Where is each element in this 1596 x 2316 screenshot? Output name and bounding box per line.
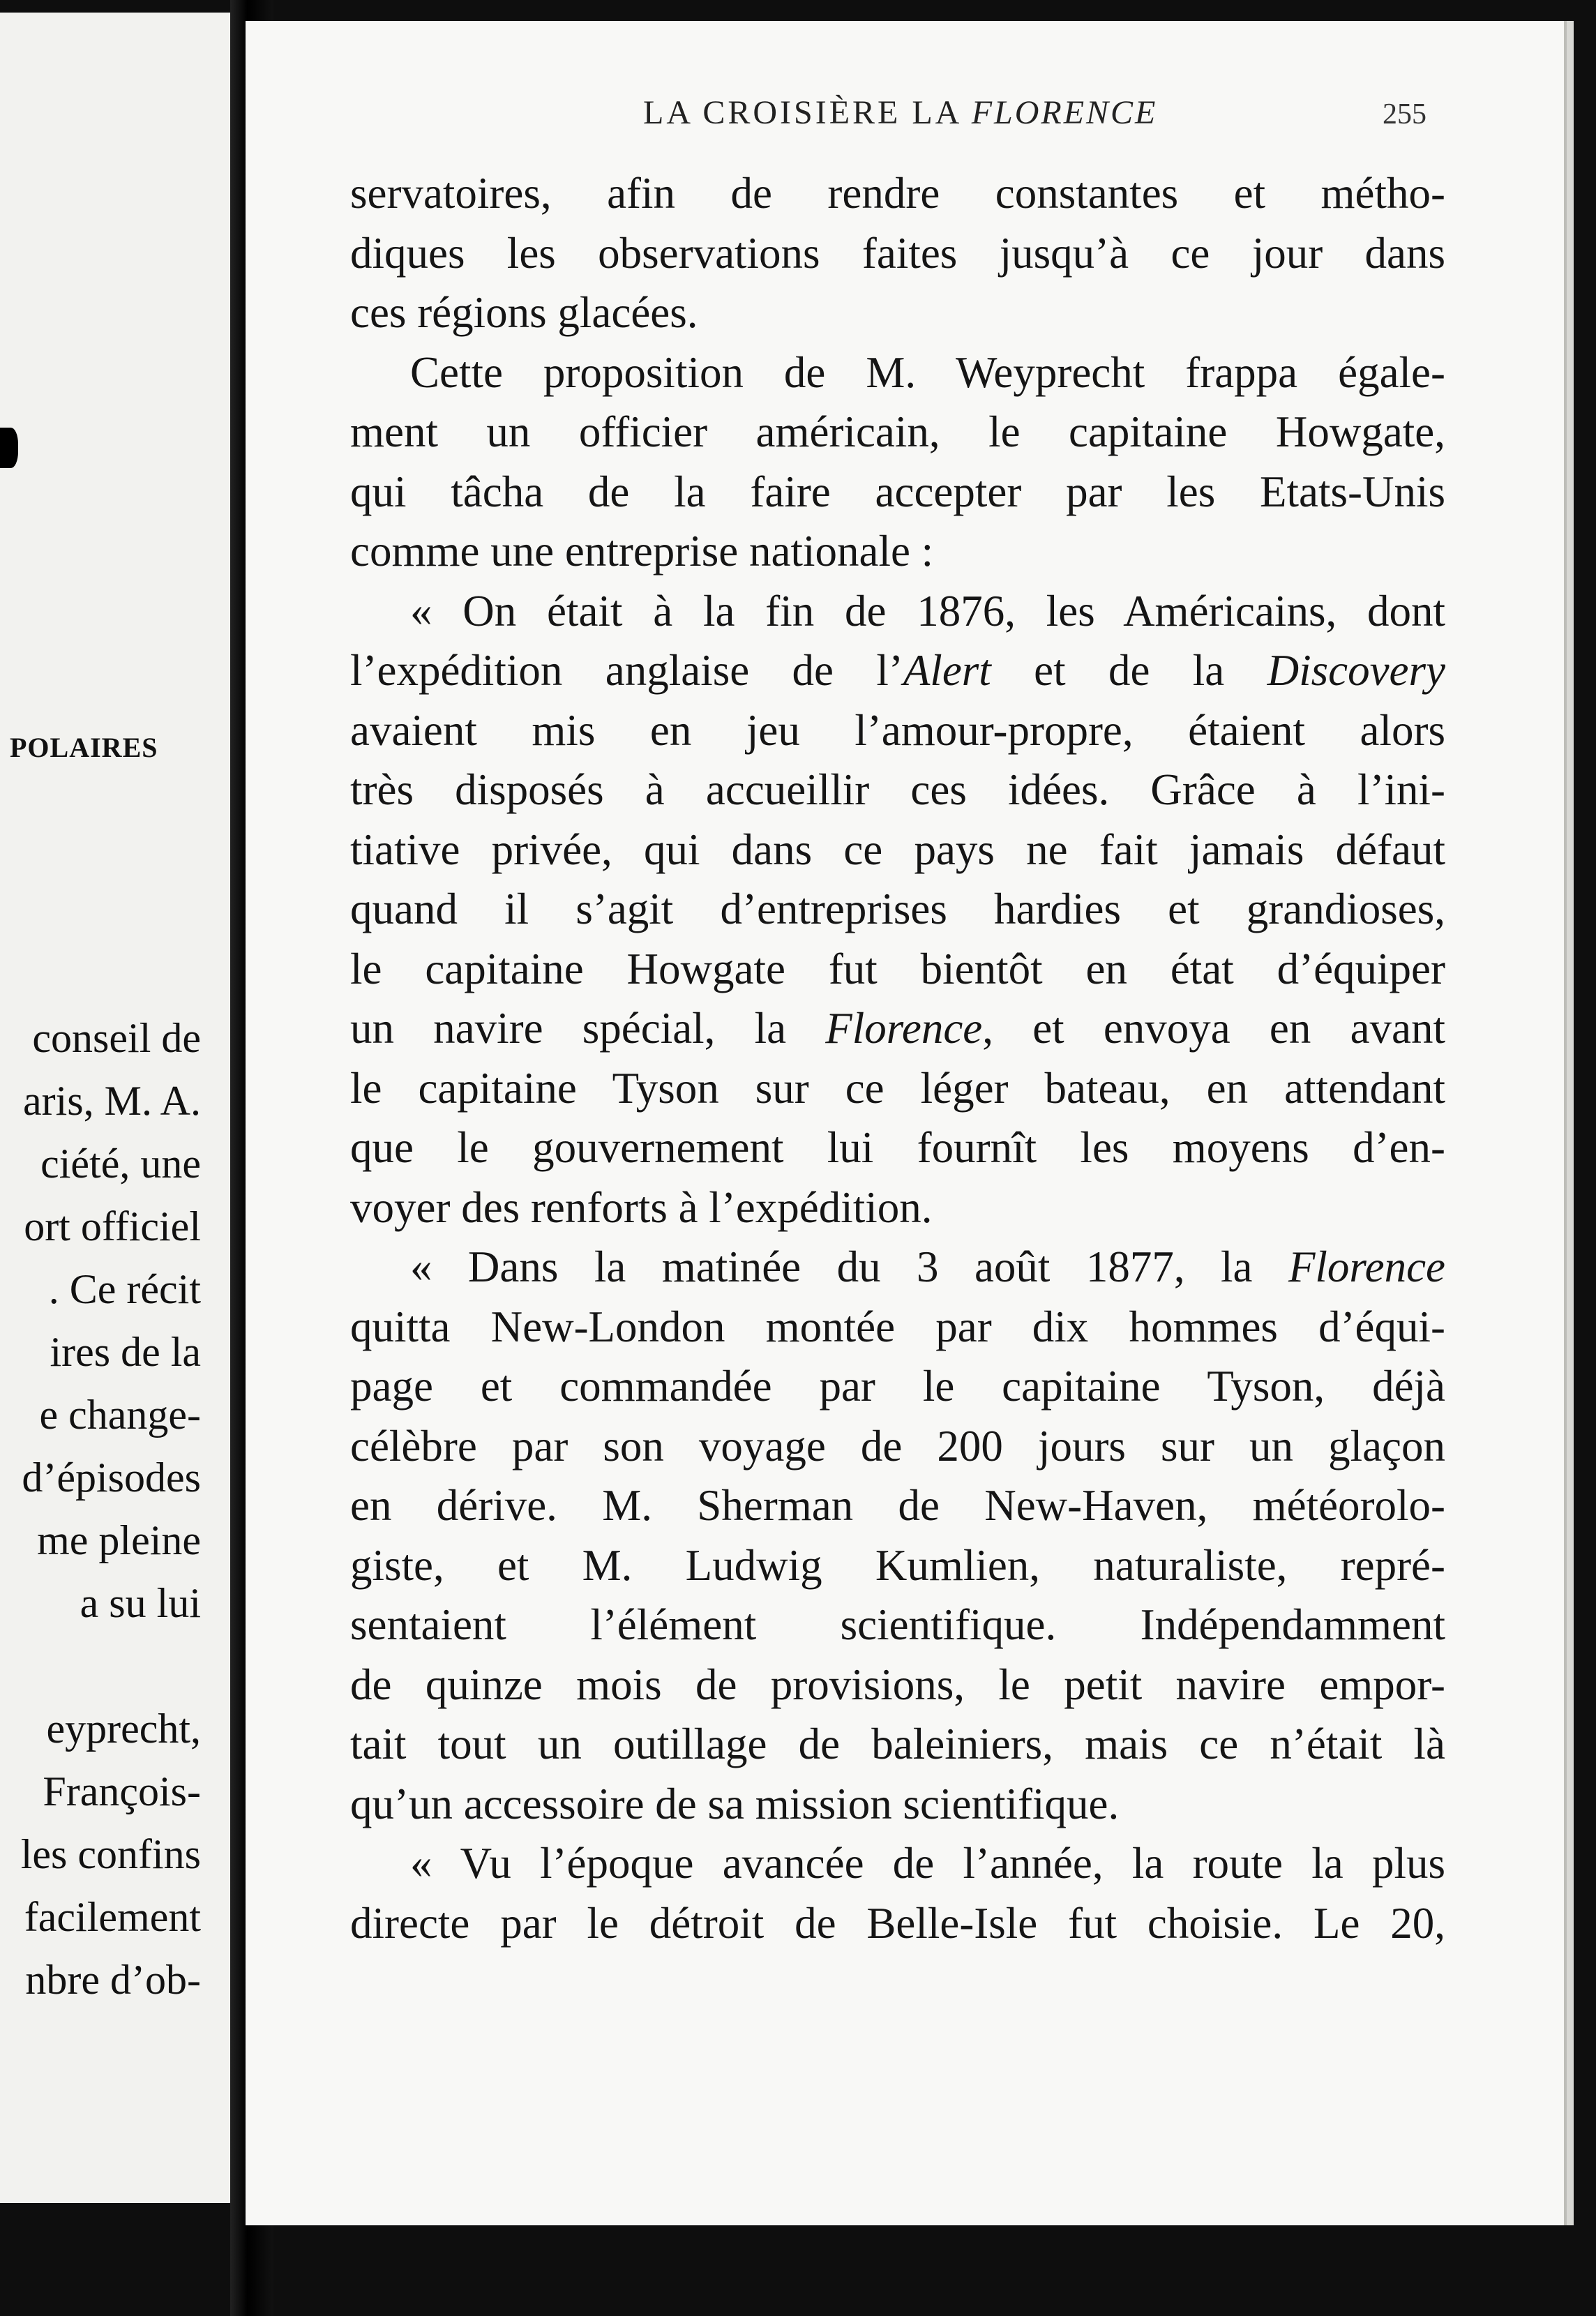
text-run: célèbre par son voyage de 200 jours sur un glaçon — [350, 1421, 1445, 1471]
page-header — [246, 93, 1574, 135]
text-run: et de la — [991, 646, 1267, 695]
text-run: avaient mis en jeu l’amour-propre, étaient alors — [350, 705, 1445, 755]
left-page — [0, 13, 237, 2203]
italic-ship-name: Alert — [903, 646, 991, 695]
text-line — [350, 760, 1445, 820]
text-run: en dérive. M. Sherman de New-Haven, météorolo- — [350, 1481, 1445, 1530]
text-line — [350, 343, 1445, 403]
text-line — [350, 1834, 1445, 1894]
text-line — [350, 1476, 1445, 1536]
text-run: sentaient l’élément scientifique. Indépendamment — [350, 1600, 1445, 1649]
left-page-heading: POLAIRES — [10, 732, 158, 763]
text-line — [350, 463, 1445, 522]
left-page-text-fragment: aris, M. A. — [23, 1078, 201, 1124]
text-line — [350, 1536, 1445, 1596]
text-line — [350, 1715, 1445, 1775]
page-number: 255 — [1383, 98, 1426, 130]
text-line — [350, 582, 1445, 642]
text-run: « On était à la fin de 1876, les Américains, dont — [410, 586, 1445, 636]
left-page-text-fragment: facilement — [24, 1894, 201, 1940]
italic-ship-name: Discovery — [1267, 646, 1445, 695]
text-line — [350, 1059, 1445, 1119]
left-page-text-fragment: nbre d’ob- — [25, 1957, 201, 2003]
text-line — [350, 820, 1445, 880]
left-page-text-fragment: les confins — [20, 1831, 201, 1877]
text-run: quand il s’agit d’entreprises hardies et grandioses, — [350, 885, 1445, 933]
text-run: comme une entreprise nationale : — [350, 527, 934, 576]
left-page-text-fragment: e change- — [39, 1392, 201, 1438]
text-run: « Vu l’époque avancée de l’année, la route la plus — [410, 1839, 1445, 1888]
text-run: ces régions glacées. — [350, 288, 698, 337]
text-line — [350, 1357, 1445, 1417]
text-line — [350, 224, 1445, 284]
text-run: l’expédition anglaise de l’ — [350, 646, 903, 695]
text-line — [350, 403, 1445, 463]
text-run: Cette proposition de M. Weyprecht frappa égale- — [410, 347, 1445, 397]
left-page-text-fragment: d’épisodes — [22, 1454, 201, 1501]
text-run: quitta New-London montée par dix hommes d’équi- — [350, 1302, 1445, 1351]
text-line — [350, 1775, 1445, 1835]
text-run: tait tout un outillage de baleiniers, mais ce n’était là — [350, 1720, 1445, 1768]
italic-ship-name: Florence — [825, 1004, 983, 1053]
left-page-text-fragment: ort officiel — [24, 1203, 201, 1249]
text-line — [350, 1118, 1445, 1178]
text-run: très disposés à accueillir ces idées. Grâce à l’ini- — [350, 765, 1445, 814]
italic-ship-name: Florence — [1288, 1242, 1445, 1291]
text-run: qu’un accessoire de sa mission scientifique. — [350, 1779, 1120, 1828]
text-line — [350, 701, 1445, 761]
text-line — [350, 1417, 1445, 1477]
text-line — [350, 1655, 1445, 1715]
left-page-text-fragment: a su lui — [80, 1580, 201, 1626]
text-run: « Dans la matinée du 3 août 1877, la — [410, 1242, 1288, 1291]
left-page-text-fragment: conseil de — [32, 1015, 201, 1061]
text-run: de quinze mois de provisions, le petit navire empor- — [350, 1660, 1445, 1709]
left-page-text-fragment: eyprecht, — [46, 1706, 201, 1752]
text-run: le capitaine Tyson sur ce léger bateau, en attendant — [350, 1063, 1445, 1113]
text-line — [350, 880, 1445, 940]
running-head — [643, 93, 1157, 132]
text-run: giste, et M. Ludwig Kumlien, naturaliste, repré- — [350, 1540, 1445, 1590]
body-text — [350, 164, 1445, 1953]
text-run: qui tâcha de la faire accepter par les Etats-Unis — [350, 467, 1445, 516]
text-line — [350, 522, 1445, 582]
text-line — [350, 1595, 1445, 1655]
left-page-text-fragment: François- — [43, 1768, 201, 1814]
text-line — [350, 164, 1445, 224]
left-page-text-fragment: . Ce récit — [48, 1266, 201, 1312]
text-run: directe par le détroit de Belle-Isle fut choisie. Le 20, — [350, 1898, 1445, 1948]
ink-mark — [0, 428, 18, 468]
text-line — [350, 283, 1445, 343]
text-line — [350, 1298, 1445, 1358]
left-page-text-fragment: ires de la — [50, 1329, 201, 1375]
left-page-text-fragment: ciété, une — [40, 1141, 201, 1187]
text-line — [350, 1238, 1445, 1298]
text-run: ment un officier américain, le capitaine Howgate, — [350, 407, 1445, 456]
text-run: tiative privée, qui dans ce pays ne fait jamais défaut — [350, 825, 1445, 874]
left-page-text-fragment: me pleine — [37, 1517, 201, 1563]
text-run: diques les observations faites jusqu’à ce jour dans — [350, 228, 1445, 278]
text-run: le capitaine Howgate fut bientôt en état d’équiper — [350, 944, 1445, 993]
text-run: un navire spécial, la — [350, 1004, 826, 1053]
text-run: , et envoya en avant — [982, 1004, 1445, 1053]
text-line — [350, 641, 1445, 701]
text-line — [350, 1178, 1445, 1238]
text-run: servatoires, afin de rendre constantes et métho- — [350, 169, 1445, 218]
right-page — [246, 21, 1574, 2225]
text-run: page et commandée par le capitaine Tyson, déjà — [350, 1362, 1445, 1411]
text-line — [350, 1894, 1445, 1954]
running-head-ship-name: FLORENCE — [971, 94, 1158, 131]
text-run: voyer des renforts à l’expédition. — [350, 1182, 933, 1232]
running-head-text: LA CROISIÈRE LA — [643, 94, 972, 131]
text-line — [350, 940, 1445, 1000]
text-line — [350, 999, 1445, 1059]
text-run: que le gouvernement lui fournît les moyens d’en- — [350, 1123, 1445, 1172]
